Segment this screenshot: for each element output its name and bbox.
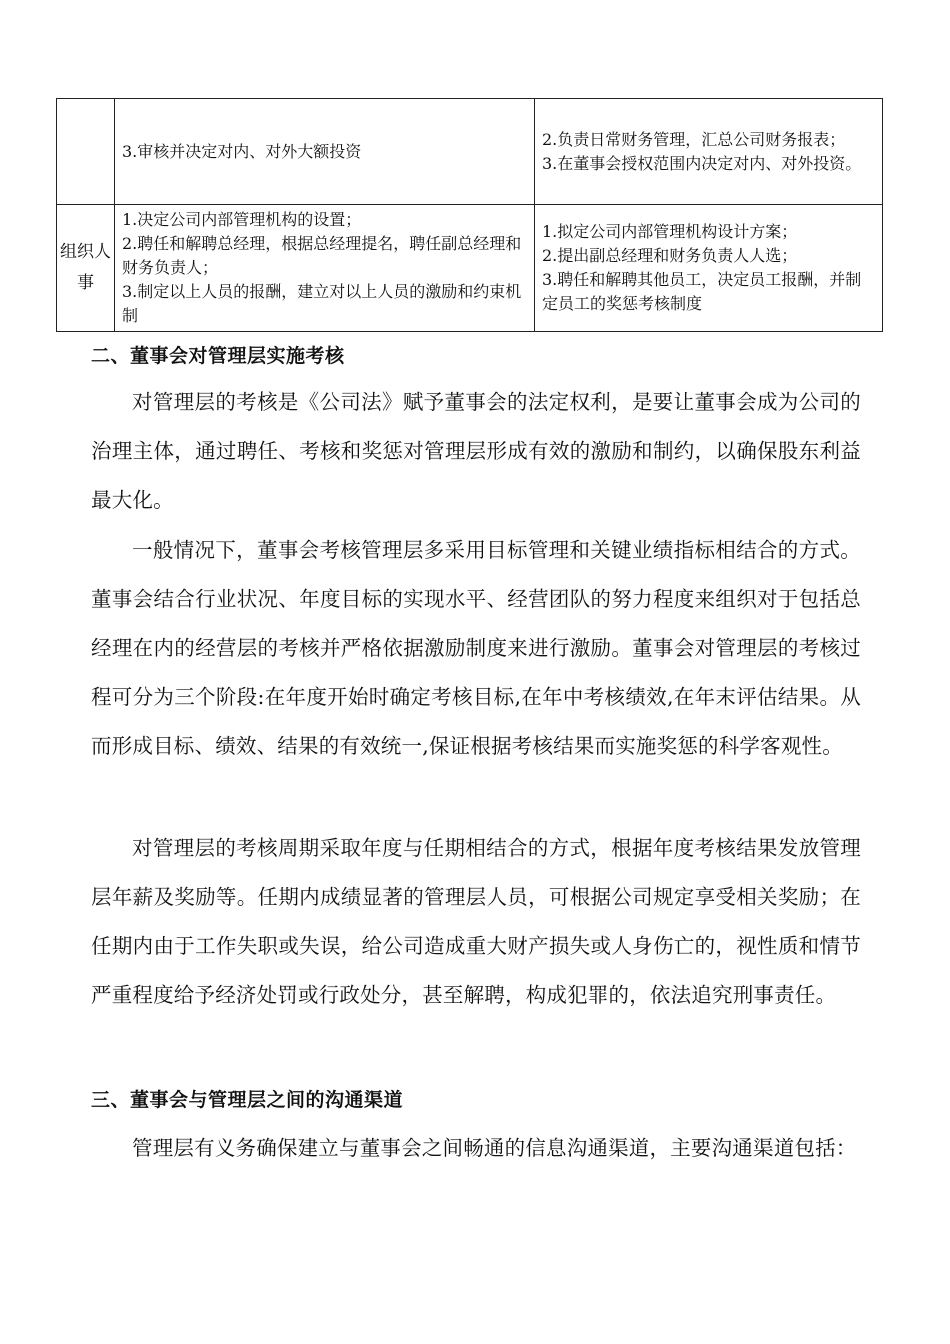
board-duty-item: 3.制定以上人员的报酬，建立对以上人员的激励和约束机制 [122,282,522,325]
category-cell: 组织人事 [57,205,115,332]
paragraph: 对管理层的考核周期采取年度与任期相结合的方式，根据年度考核结果发放管理层年薪及奖励等。任期内成绩显著的管理层人员，可根据公司规定享受相关奖励；在任期内由于工作失职或失误，给公司造成重大财产损失或人身伤亡的，视性质和情节严重程度给予经济处罚或行政处分，甚至解聘，构成犯罪的，依法追究刑事责任。 [91,836,861,1007]
management-duty-item: 2.负责日常财务管理，汇总公司财务报表； [542,129,846,149]
board-duties-cell [115,99,535,205]
board-duty-item: 3.审核并决定对内、对外大额投资 [122,141,362,161]
section-heading: 二、董事会对管理层实施考核 [91,345,345,367]
paragraph: 一般情况下，董事会考核管理层多采用目标管理和关键业绩指标相结合的方式。董事会结合行业状况、年度目标的实现水平、经营团队的努力程度来组织对于包括总经理在内的经营层的考核并严格依据激励制度来进行激励。董事会对管理层的考核过程可分为三个阶段:在年度开始时确定考核目标,在年中考核绩效,在年末评估结果。从而形成目标、绩效、结果的有效统一,保证根据考核结果而实施奖惩的科学客观性。 [91,538,861,758]
management-duties-cell [535,99,883,205]
paragraph: 对管理层的考核是《公司法》赋予董事会的法定权利，是要让董事会成为公司的治理主体，通过聘任、考核和奖惩对管理层形成有效的激励和制约，以确保股东利益最大化。 [91,390,861,512]
board-duty-item: 2.聘任和解聘总经理，根据总经理提名，聘任副总经理和财务负责人； [122,234,522,277]
category-cell [57,99,115,205]
board-duties-cell [115,205,535,332]
management-duty-item: 1.拟定公司内部管理机构设计方案； [542,222,798,241]
management-duty-item: 2.提出副总经理和财务负责人人选； [542,246,798,265]
board-duty-item: 1.决定公司内部管理机构的设置； [122,210,362,229]
paragraph: 管理层有义务确保建立与董事会之间畅通的信息沟通渠道，主要沟通渠道包括： [132,1136,857,1160]
management-duties-cell [535,205,883,332]
management-duty-item: 3.在董事会授权范围内决定对内、对外投资。 [542,153,862,173]
table-row [57,205,883,332]
responsibility-table [56,98,883,332]
management-duty-item: 3.聘任和解聘其他员工，决定员工报酬，并制定员工的奖惩考核制度 [542,270,862,313]
section-heading: 三、董事会与管理层之间的沟通渠道 [91,1089,404,1111]
table-row [57,99,883,205]
